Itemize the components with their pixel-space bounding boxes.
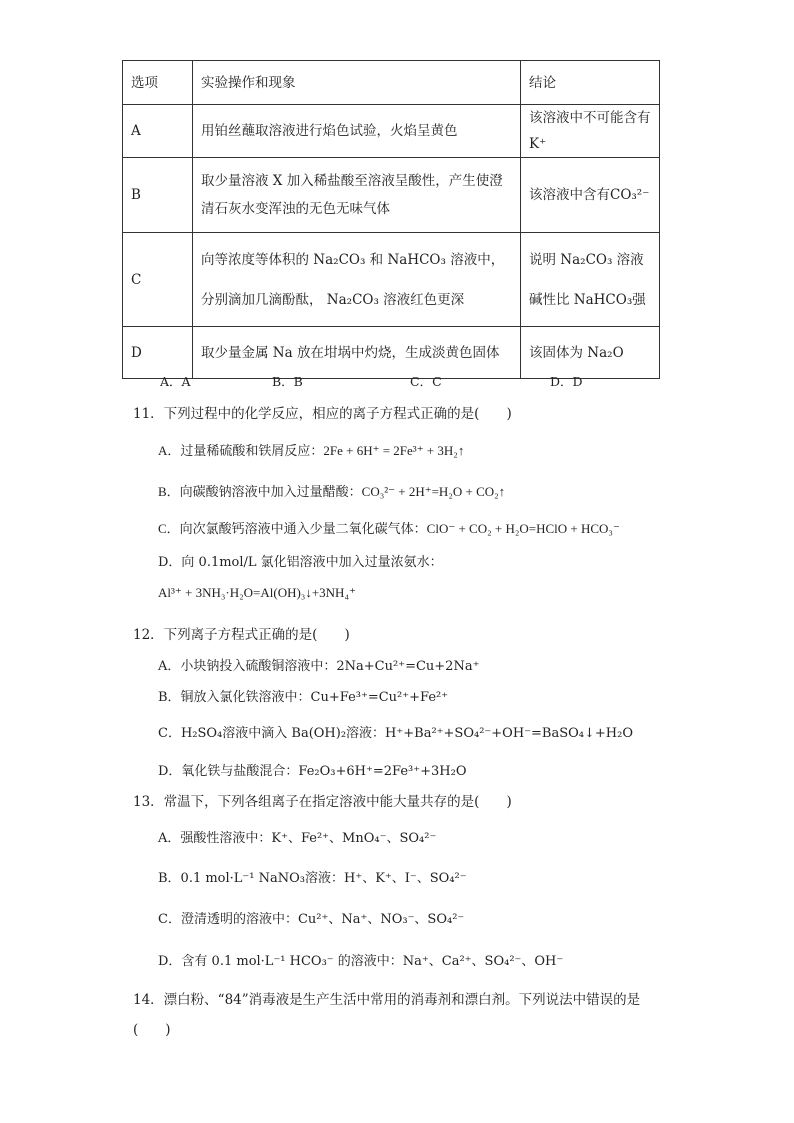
q13-stem: 13．常温下，下列各组离子在指定溶液中能大量共存的是( ) (133, 794, 512, 810)
q13-option-a: A．强酸性溶液中：K⁺、Fe²⁺、MnO₄⁻、SO₄²⁻ (158, 831, 437, 846)
q11-option-d-equation: Al³⁺ + 3NH₃·H₂O=Al(OH)₃↓+3NH₄⁺ (158, 585, 356, 600)
table-row (123, 158, 660, 233)
q11-option-d: D．向 0.1mol/L 氯化铝溶液中加入过量浓氨水： (158, 555, 443, 570)
q11-option-c: C．向次氯酸钙溶液中通入少量二氧化碳气体：ClO⁻ + CO₂ + H₂O=HClO + HCO₃⁻ (158, 521, 620, 536)
q12-option-a: A．小块钠投入硫酸铜溶液中：2Na+Cu²⁺=Cu+2Na⁺ (158, 659, 480, 674)
table-row (123, 233, 660, 327)
q11-stem: 11．下列过程中的化学反应，相应的离子方程式正确的是( ) (133, 406, 512, 422)
table-row (123, 327, 660, 379)
row-option: B (123, 158, 193, 233)
header-option: 选项 (123, 61, 193, 105)
header-conclusion: 结论 (521, 61, 660, 105)
q11-option-b: B．向碳酸钠溶液中加入过量醋酸：CO₃²⁻ + 2H⁺=H₂O + CO₂↑ (158, 484, 506, 499)
row-operation: 用铂丝蘸取溶液进行焰色试验，火焰呈黄色 (193, 105, 521, 158)
table-row (123, 105, 660, 158)
row-conclusion: 该溶液中不可能含有K⁺ (521, 105, 660, 158)
row-operation: 取少量溶液 X 加入稀盐酸至溶液呈酸性，产生使澄清石灰水变浑浊的无色无味气体 (193, 158, 521, 233)
experiment-table (122, 60, 660, 379)
q12-stem: 12．下列离子方程式正确的是( ) (133, 627, 350, 643)
q12-option-c: C．H₂SO₄溶液中滴入 Ba(OH)₂溶液：H⁺+Ba²⁺+SO₄²⁻+OH⁻=BaSO₄↓+H₂O (158, 726, 633, 741)
q11-option-a: A．过量稀硫酸和铁屑反应：2Fe + 6H⁺ = 2Fe³⁺ + 3H₂↑ (158, 443, 465, 458)
q14-blank: ( ) (133, 1022, 171, 1038)
row-conclusion: 该固体为 Na₂O (521, 327, 660, 379)
row-conclusion: 说明 Na₂CO₃ 溶液碱性比 NaHCO₃强 (521, 233, 660, 327)
q10-option-d: D．D (550, 374, 583, 389)
header-operation: 实验操作和现象 (193, 61, 521, 105)
q12-option-d: D．氧化铁与盐酸混合：Fe₂O₃+6H⁺=2Fe³⁺+3H₂O (158, 764, 467, 779)
q13-option-b: B．0.1 mol·L⁻¹ NaNO₃溶液：H⁺、K⁺、I⁻、SO₄²⁻ (158, 871, 467, 886)
q14-stem: 14．漂白粉、“84”消毒液是生产生活中常用的消毒剂和漂白剂。下列说法中错误的是 (133, 992, 641, 1008)
row-option: A (123, 105, 193, 158)
row-conclusion: 该溶液中含有CO₃²⁻ (521, 158, 660, 233)
row-operation: 取少量金属 Na 放在坩埚中灼烧，生成淡黄色固体 (193, 327, 521, 379)
row-option: D (123, 327, 193, 379)
row-operation: 向等浓度等体积的 Na₂CO₃ 和 NaHCO₃ 溶液中，分别滴加几滴酚酞， Na₂CO₃ 溶液红色更深 (193, 233, 521, 327)
q10-option-a: A．A (160, 374, 191, 389)
q10-option-b: B．B (272, 374, 303, 389)
table-header-row (123, 61, 660, 105)
row-option: C (123, 233, 193, 327)
q13-option-d: D．含有 0.1 mol·L⁻¹ HCO₃⁻ 的溶液中：Na⁺、Ca²⁺、SO₄²⁻、OH⁻ (158, 954, 564, 969)
q12-option-b: B．铜放入氯化铁溶液中：Cu+Fe³⁺=Cu²⁺+Fe²⁺ (158, 690, 449, 705)
q13-option-c: C．澄清透明的溶液中：Cu²⁺、Na⁺、NO₃⁻、SO₄²⁻ (158, 912, 465, 927)
q10-option-c: C．C (410, 374, 442, 389)
